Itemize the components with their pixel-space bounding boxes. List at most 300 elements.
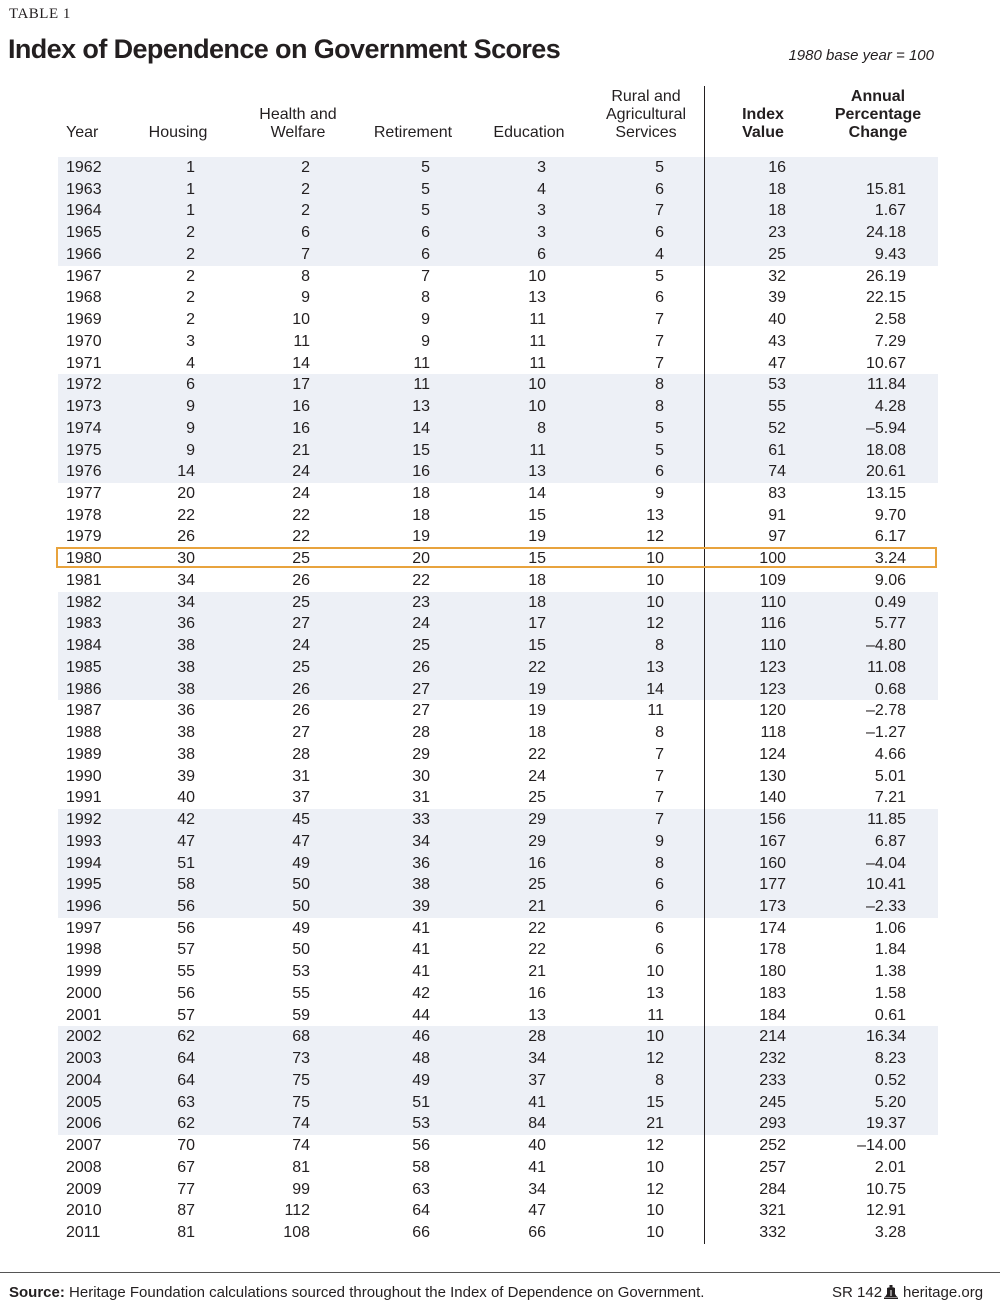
cell-education: 19 bbox=[528, 702, 546, 720]
base-year-note: 1980 base year = 100 bbox=[788, 47, 934, 64]
cell-retirement: 28 bbox=[412, 724, 430, 742]
cell-housing: 57 bbox=[177, 1006, 195, 1024]
cell-year: 1986 bbox=[66, 680, 102, 698]
column-header-education: Education bbox=[493, 124, 565, 141]
cell-change: 8.23 bbox=[874, 1050, 906, 1068]
cell-health: 9 bbox=[301, 289, 310, 307]
cell-year: 1980 bbox=[66, 550, 102, 568]
cell-rural: 10 bbox=[646, 1202, 664, 1220]
table-row bbox=[58, 939, 938, 961]
cell-year: 1973 bbox=[66, 398, 102, 416]
cell-health: 47 bbox=[292, 832, 310, 850]
cell-housing: 34 bbox=[177, 593, 195, 611]
cell-change: 16.34 bbox=[865, 1028, 906, 1046]
table-row bbox=[58, 657, 938, 679]
cell-rural: 5 bbox=[655, 159, 664, 176]
cell-rural: 4 bbox=[655, 245, 664, 263]
cell-rural: 10 bbox=[646, 593, 664, 611]
cell-change: 9.43 bbox=[874, 245, 906, 263]
table-row bbox=[58, 700, 938, 722]
table-row bbox=[58, 831, 938, 853]
cell-rural: 8 bbox=[655, 724, 664, 742]
table-row bbox=[58, 353, 938, 375]
cell-index: 124 bbox=[759, 745, 786, 763]
cell-year: 2009 bbox=[66, 1180, 102, 1198]
site-link[interactable]: heritage.org bbox=[903, 1284, 984, 1301]
cell-education: 13 bbox=[528, 289, 546, 307]
cell-retirement: 38 bbox=[412, 876, 430, 894]
cell-year: 1967 bbox=[66, 267, 102, 285]
cell-retirement: 9 bbox=[421, 311, 430, 329]
cell-education: 3 bbox=[537, 159, 546, 176]
cell-education: 15 bbox=[528, 506, 546, 524]
cell-rural: 6 bbox=[655, 876, 664, 894]
cell-rural: 7 bbox=[655, 332, 664, 350]
cell-retirement: 18 bbox=[412, 485, 430, 503]
cell-housing: 64 bbox=[177, 1050, 195, 1068]
cell-year: 1991 bbox=[66, 789, 102, 807]
cell-housing: 9 bbox=[186, 441, 195, 459]
cell-education: 11 bbox=[529, 332, 546, 350]
cell-year: 1979 bbox=[66, 528, 102, 546]
cell-change: 20.61 bbox=[865, 463, 906, 481]
cell-education: 40 bbox=[528, 1137, 546, 1155]
table-row bbox=[58, 287, 938, 309]
cell-health: 25 bbox=[292, 550, 310, 568]
cell-retirement: 30 bbox=[412, 767, 430, 785]
cell-retirement: 48 bbox=[412, 1050, 430, 1068]
cell-education: 10 bbox=[528, 267, 546, 285]
cell-education: 13 bbox=[528, 463, 546, 481]
cell-housing: 56 bbox=[177, 897, 195, 915]
cell-retirement: 63 bbox=[412, 1180, 430, 1198]
cell-rural: 7 bbox=[655, 745, 664, 763]
cell-housing: 22 bbox=[177, 506, 195, 524]
cell-education: 22 bbox=[528, 658, 546, 676]
cell-change: 19.37 bbox=[865, 1115, 906, 1133]
cell-index: 245 bbox=[759, 1093, 786, 1111]
cell-education: 84 bbox=[528, 1115, 546, 1133]
cell-change: 7.29 bbox=[874, 332, 906, 350]
cell-index: 100 bbox=[759, 550, 786, 568]
cell-change: 9.70 bbox=[874, 506, 906, 524]
table-row bbox=[58, 200, 938, 222]
cell-education: 25 bbox=[528, 876, 546, 894]
cell-index: 40 bbox=[768, 311, 786, 329]
cell-index: 74 bbox=[768, 463, 786, 481]
column-header-housing: Housing bbox=[148, 124, 208, 141]
cell-year: 1983 bbox=[66, 615, 102, 633]
cell-retirement: 39 bbox=[412, 897, 430, 915]
cell-year: 1996 bbox=[66, 897, 102, 915]
cell-index: 23 bbox=[768, 224, 786, 242]
table-row bbox=[58, 440, 938, 462]
cell-retirement: 14 bbox=[412, 419, 430, 437]
cell-index: 130 bbox=[759, 767, 786, 785]
table-row bbox=[58, 1005, 938, 1027]
base-year-highlight bbox=[56, 547, 937, 568]
cell-change: 4.28 bbox=[874, 398, 906, 416]
table-row bbox=[58, 331, 938, 353]
cell-year: 1974 bbox=[66, 419, 102, 437]
table-row bbox=[58, 592, 938, 614]
cell-housing: 20 bbox=[177, 485, 195, 503]
cell-change: 9.06 bbox=[874, 571, 906, 589]
cell-retirement: 51 bbox=[412, 1093, 430, 1111]
cell-year: 1964 bbox=[66, 202, 102, 220]
cell-year: 1982 bbox=[66, 593, 102, 611]
cell-health: 28 bbox=[292, 745, 310, 763]
cell-index: 214 bbox=[759, 1028, 786, 1046]
cell-change: 10.67 bbox=[865, 354, 906, 372]
cell-year: 2003 bbox=[66, 1050, 102, 1068]
cell-change: –1.27 bbox=[865, 724, 906, 742]
cell-health: 112 bbox=[284, 1202, 310, 1220]
source-text: Heritage Foundation calculations sourced throughout the Index of Dependence on Government. bbox=[64, 1284, 705, 1301]
cell-year: 1987 bbox=[66, 702, 102, 720]
cell-change: 1.38 bbox=[874, 963, 906, 981]
cell-retirement: 42 bbox=[412, 984, 430, 1002]
cell-housing: 81 bbox=[177, 1223, 195, 1241]
cell-health: 68 bbox=[292, 1028, 310, 1046]
cell-housing: 67 bbox=[177, 1158, 195, 1176]
cell-index: 110 bbox=[760, 637, 786, 655]
cell-health: 50 bbox=[292, 876, 310, 894]
cell-index: 16 bbox=[768, 159, 786, 176]
cell-education: 22 bbox=[528, 919, 546, 937]
cell-rural: 11 bbox=[647, 1006, 664, 1024]
cell-rural: 5 bbox=[655, 441, 664, 459]
cell-health: 11 bbox=[293, 332, 310, 350]
cell-rural: 9 bbox=[655, 485, 664, 503]
cell-health: 26 bbox=[292, 680, 310, 698]
cell-year: 2000 bbox=[66, 984, 102, 1002]
cell-rural: 6 bbox=[655, 941, 664, 959]
cell-year: 1978 bbox=[66, 506, 102, 524]
cell-retirement: 8 bbox=[421, 289, 430, 307]
cell-rural: 15 bbox=[646, 1093, 664, 1111]
cell-housing: 55 bbox=[177, 963, 195, 981]
cell-year: 2008 bbox=[66, 1158, 102, 1176]
cell-change: 24.18 bbox=[865, 224, 906, 242]
cell-year: 1962 bbox=[66, 159, 102, 176]
cell-rural: 13 bbox=[646, 658, 664, 676]
cell-education: 18 bbox=[528, 571, 546, 589]
cell-health: 24 bbox=[292, 637, 310, 655]
cell-education: 22 bbox=[528, 745, 546, 763]
cell-housing: 9 bbox=[186, 398, 195, 416]
column-header-year: Year bbox=[66, 124, 99, 141]
cell-housing: 38 bbox=[177, 637, 195, 655]
cell-index: 43 bbox=[768, 332, 786, 350]
cell-index: 174 bbox=[759, 919, 786, 937]
cell-health: 75 bbox=[292, 1093, 310, 1111]
cell-education: 21 bbox=[528, 963, 546, 981]
cell-rural: 6 bbox=[655, 224, 664, 242]
cell-rural: 8 bbox=[655, 1071, 664, 1089]
cell-year: 2006 bbox=[66, 1115, 102, 1133]
cell-year: 1989 bbox=[66, 745, 102, 763]
cell-change: 13.15 bbox=[865, 485, 906, 503]
cell-rural: 12 bbox=[646, 1050, 664, 1068]
cell-index: 110 bbox=[760, 593, 786, 611]
cell-index: 180 bbox=[759, 963, 786, 981]
cell-change: –4.04 bbox=[865, 854, 906, 872]
table-row bbox=[58, 1200, 938, 1222]
cell-education: 19 bbox=[528, 528, 546, 546]
cell-education: 34 bbox=[528, 1180, 546, 1198]
cell-health: 45 bbox=[292, 811, 310, 829]
cell-year: 1965 bbox=[66, 224, 102, 242]
cell-education: 4 bbox=[537, 180, 546, 198]
cell-education: 29 bbox=[528, 832, 546, 850]
cell-health: 21 bbox=[292, 441, 310, 459]
table-row bbox=[58, 722, 938, 744]
cell-health: 99 bbox=[292, 1180, 310, 1198]
cell-retirement: 5 bbox=[421, 202, 430, 220]
table-row bbox=[58, 896, 938, 918]
cell-year: 1984 bbox=[66, 637, 102, 655]
cell-health: 2 bbox=[301, 180, 310, 198]
cell-housing: 38 bbox=[177, 745, 195, 763]
table-row bbox=[58, 505, 938, 527]
cell-rural: 10 bbox=[646, 1158, 664, 1176]
cell-index: 156 bbox=[759, 811, 786, 829]
table-row bbox=[58, 1179, 938, 1201]
cell-education: 17 bbox=[528, 615, 546, 633]
cell-change: 0.52 bbox=[874, 1071, 906, 1089]
cell-health: 108 bbox=[283, 1223, 310, 1241]
table-row bbox=[58, 526, 938, 548]
cell-housing: 38 bbox=[177, 658, 195, 676]
cell-retirement: 6 bbox=[421, 245, 430, 263]
table-row bbox=[58, 374, 938, 396]
cell-housing: 14 bbox=[177, 463, 195, 481]
cell-education: 41 bbox=[528, 1158, 546, 1176]
cell-retirement: 23 bbox=[412, 593, 430, 611]
cell-change: –2.33 bbox=[865, 897, 906, 915]
cell-year: 2001 bbox=[66, 1006, 102, 1024]
table-row bbox=[58, 461, 938, 483]
cell-index: 18 bbox=[768, 180, 786, 198]
cell-index: 232 bbox=[759, 1050, 786, 1068]
cell-education: 29 bbox=[528, 811, 546, 829]
cell-education: 8 bbox=[537, 419, 546, 437]
cell-education: 3 bbox=[537, 224, 546, 242]
cell-index: 83 bbox=[768, 485, 786, 503]
cell-year: 1988 bbox=[66, 724, 102, 742]
cell-health: 10 bbox=[292, 311, 310, 329]
cell-year: 1968 bbox=[66, 289, 102, 307]
cell-retirement: 5 bbox=[421, 159, 430, 176]
cell-change: –5.94 bbox=[865, 419, 906, 437]
cell-health: 37 bbox=[292, 789, 310, 807]
cell-housing: 2 bbox=[186, 224, 195, 242]
cell-year: 1963 bbox=[66, 180, 102, 198]
cell-education: 18 bbox=[528, 593, 546, 611]
cell-index: 47 bbox=[768, 354, 786, 372]
cell-education: 37 bbox=[528, 1071, 546, 1089]
cell-index: 167 bbox=[759, 832, 786, 850]
cell-education: 11 bbox=[529, 354, 546, 372]
cell-health: 27 bbox=[292, 724, 310, 742]
cell-retirement: 46 bbox=[412, 1028, 430, 1046]
cell-index: 257 bbox=[759, 1158, 786, 1176]
cell-education: 11 bbox=[529, 441, 546, 459]
cell-education: 14 bbox=[528, 485, 546, 503]
cell-health: 22 bbox=[292, 506, 310, 524]
cell-change: 6.87 bbox=[874, 832, 906, 850]
column-header-annual-change: Annual Percentage Change bbox=[834, 88, 922, 141]
table-row bbox=[58, 787, 938, 809]
cell-health: 75 bbox=[292, 1071, 310, 1089]
table-row bbox=[58, 679, 938, 701]
table-row bbox=[58, 961, 938, 983]
cell-education: 34 bbox=[528, 1050, 546, 1068]
cell-rural: 6 bbox=[655, 463, 664, 481]
table-body bbox=[58, 157, 938, 1244]
cell-year: 1981 bbox=[66, 571, 102, 589]
cell-index: 32 bbox=[768, 267, 786, 285]
cell-index: 120 bbox=[759, 702, 786, 720]
cell-retirement: 34 bbox=[412, 832, 430, 850]
cell-health: 74 bbox=[292, 1115, 310, 1133]
cell-retirement: 11 bbox=[413, 376, 430, 394]
cell-rural: 8 bbox=[655, 376, 664, 394]
cell-health: 81 bbox=[292, 1158, 310, 1176]
table-row bbox=[58, 918, 938, 940]
cell-index: 18 bbox=[768, 202, 786, 220]
cell-health: 14 bbox=[292, 354, 310, 372]
cell-change: 18.08 bbox=[865, 441, 906, 459]
cell-housing: 47 bbox=[177, 832, 195, 850]
cell-index: 25 bbox=[768, 245, 786, 263]
cell-change: 1.58 bbox=[874, 984, 906, 1002]
cell-housing: 56 bbox=[177, 919, 195, 937]
cell-year: 1969 bbox=[66, 311, 102, 329]
cell-year: 2007 bbox=[66, 1137, 102, 1155]
cell-year: 1985 bbox=[66, 658, 102, 676]
cell-index: 332 bbox=[759, 1223, 786, 1241]
cell-housing: 2 bbox=[186, 289, 195, 307]
cell-rural: 13 bbox=[646, 506, 664, 524]
table-row bbox=[58, 983, 938, 1005]
cell-change: 1.84 bbox=[874, 941, 906, 959]
cell-change: 5.77 bbox=[874, 615, 906, 633]
cell-housing: 1 bbox=[186, 159, 195, 176]
cell-housing: 34 bbox=[177, 571, 195, 589]
cell-rural: 10 bbox=[646, 1223, 664, 1241]
column-header-index-value: Index Value bbox=[742, 106, 784, 141]
cell-housing: 63 bbox=[177, 1093, 195, 1111]
cell-retirement: 58 bbox=[412, 1158, 430, 1176]
cell-index: 109 bbox=[759, 571, 786, 589]
cell-change: 26.19 bbox=[865, 267, 906, 285]
cell-retirement: 49 bbox=[412, 1071, 430, 1089]
table-row bbox=[58, 418, 938, 440]
cell-rural: 9 bbox=[655, 832, 664, 850]
cell-change: 11.85 bbox=[867, 811, 906, 829]
cell-education: 10 bbox=[528, 376, 546, 394]
table-row bbox=[58, 1070, 938, 1092]
cell-change: 0.68 bbox=[874, 680, 906, 698]
cell-index: 321 bbox=[759, 1202, 786, 1220]
cell-health: 55 bbox=[292, 984, 310, 1002]
cell-housing: 87 bbox=[177, 1202, 195, 1220]
index-column-divider bbox=[704, 86, 705, 1244]
cell-year: 1972 bbox=[66, 376, 102, 394]
table-row bbox=[58, 1026, 938, 1048]
cell-health: 50 bbox=[292, 941, 310, 959]
cell-health: 25 bbox=[292, 658, 310, 676]
cell-change: 22.15 bbox=[865, 289, 906, 307]
column-header-rural-agricultural: Rural and Agricultural Services bbox=[605, 88, 687, 141]
cell-retirement: 27 bbox=[412, 680, 430, 698]
cell-change: 3.28 bbox=[874, 1223, 906, 1241]
cell-housing: 38 bbox=[177, 724, 195, 742]
column-header-retirement: Retirement bbox=[373, 124, 453, 141]
cell-housing: 57 bbox=[177, 941, 195, 959]
cell-health: 26 bbox=[292, 702, 310, 720]
cell-change: 5.01 bbox=[874, 767, 906, 785]
cell-retirement: 27 bbox=[412, 702, 430, 720]
cell-education: 19 bbox=[528, 680, 546, 698]
table-row bbox=[58, 1113, 938, 1135]
cell-housing: 9 bbox=[186, 419, 195, 437]
cell-housing: 2 bbox=[186, 311, 195, 329]
cell-retirement: 53 bbox=[412, 1115, 430, 1133]
cell-education: 21 bbox=[528, 897, 546, 915]
table-row bbox=[58, 809, 938, 831]
page-title: Index of Dependence on Government Scores bbox=[8, 34, 561, 64]
cell-retirement: 13 bbox=[412, 398, 430, 416]
cell-rural: 6 bbox=[655, 919, 664, 937]
cell-housing: 38 bbox=[177, 680, 195, 698]
cell-change: 12.91 bbox=[865, 1202, 906, 1220]
cell-housing: 36 bbox=[177, 702, 195, 720]
cell-retirement: 44 bbox=[412, 1006, 430, 1024]
cell-health: 25 bbox=[292, 593, 310, 611]
cell-index: 97 bbox=[768, 528, 786, 546]
cell-change: 0.49 bbox=[874, 593, 906, 611]
table-row bbox=[58, 570, 938, 592]
cell-retirement: 41 bbox=[412, 941, 430, 959]
cell-retirement: 41 bbox=[412, 963, 430, 981]
cell-retirement: 5 bbox=[421, 180, 430, 198]
cell-rural: 21 bbox=[646, 1115, 664, 1133]
cell-health: 50 bbox=[292, 897, 310, 915]
cell-change: 11.08 bbox=[867, 658, 906, 676]
cell-year: 2002 bbox=[66, 1028, 102, 1046]
table-row bbox=[58, 1135, 938, 1157]
cell-index: 91 bbox=[768, 506, 786, 524]
cell-retirement: 6 bbox=[421, 224, 430, 242]
cell-year: 1970 bbox=[66, 332, 102, 350]
cell-change: –4.80 bbox=[865, 637, 906, 655]
cell-year: 1995 bbox=[66, 876, 102, 894]
cell-change: 7.21 bbox=[874, 789, 906, 807]
cell-retirement: 33 bbox=[412, 811, 430, 829]
cell-rural: 14 bbox=[646, 680, 664, 698]
cell-index: 123 bbox=[759, 658, 786, 676]
cell-retirement: 64 bbox=[412, 1202, 430, 1220]
table-row bbox=[58, 1048, 938, 1070]
table-row bbox=[58, 157, 938, 179]
cell-rural: 5 bbox=[655, 419, 664, 437]
cell-health: 8 bbox=[301, 267, 310, 285]
cell-health: 6 bbox=[301, 224, 310, 242]
cell-retirement: 16 bbox=[412, 463, 430, 481]
